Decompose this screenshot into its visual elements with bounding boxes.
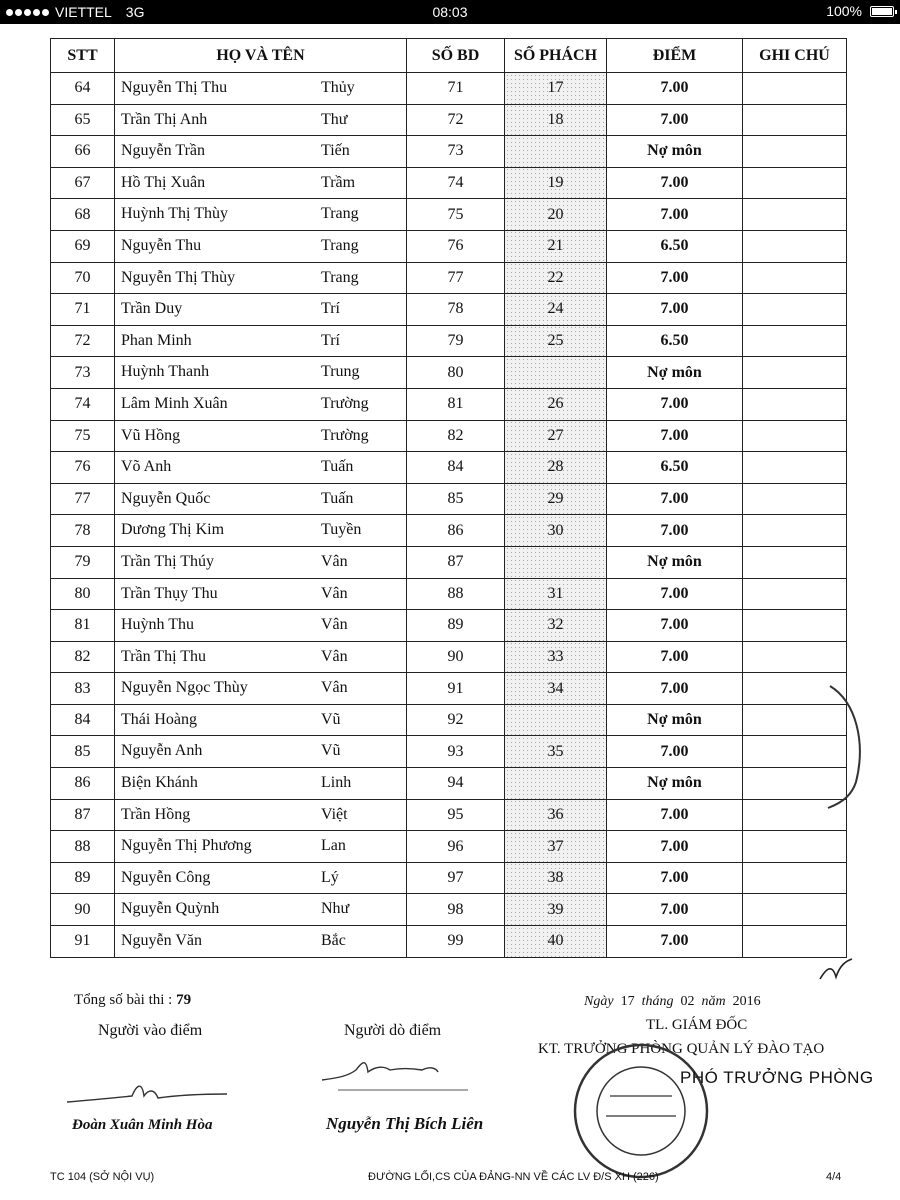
name-cell — [115, 546, 407, 578]
first-name: Bắc — [321, 932, 346, 950]
stt-cell: 68 — [51, 199, 115, 231]
so-bd-cell: 74 — [407, 167, 505, 199]
ghi-chu-cell — [743, 325, 847, 357]
so-bd-cell: 89 — [407, 610, 505, 642]
header-ghi-chu: GHI CHÚ — [743, 39, 847, 73]
name-cell — [115, 73, 407, 105]
table-row — [51, 862, 847, 894]
table-row — [51, 736, 847, 768]
diem-cell: 7.00 — [607, 420, 743, 452]
table-header-row — [51, 39, 847, 73]
diem-cell: 7.00 — [607, 578, 743, 610]
stt-cell: 84 — [51, 704, 115, 736]
name-cell — [115, 768, 407, 800]
table-row — [51, 768, 847, 800]
last-middle-name: Nguyễn Quỳnh — [121, 900, 220, 918]
first-name: Thủy — [321, 79, 355, 96]
pho-truong-phong: PHÓ TRƯỞNG PHÒNG — [680, 1068, 874, 1087]
last-middle-name: Nguyễn Thị Thùy — [121, 268, 236, 286]
last-middle-name: Nguyễn Trần — [121, 142, 206, 160]
header-stt: STT — [51, 39, 115, 73]
name-cell — [115, 230, 407, 262]
so-bd-cell: 94 — [407, 768, 505, 800]
last-middle-name: Dương Thị Kim — [121, 521, 225, 539]
diem-cell: 7.00 — [607, 167, 743, 199]
diem-cell: 7.00 — [607, 799, 743, 831]
ghi-chu-cell — [743, 926, 847, 958]
date-day: 17 — [620, 994, 635, 1009]
diem-cell: Nợ môn — [607, 357, 743, 389]
diem-cell: 7.00 — [607, 73, 743, 105]
ghi-chu-cell — [743, 230, 847, 262]
first-name: Tuyền — [321, 521, 362, 539]
margin-stamp-icon — [826, 682, 866, 812]
first-name: Tuấn — [321, 458, 354, 476]
diem-cell: 7.00 — [607, 862, 743, 894]
so-bd-cell: 87 — [407, 546, 505, 578]
last-middle-name: Nguyễn Thị Phương — [121, 837, 252, 855]
nguoi-vao-diem-label: Người vào điểm — [98, 1022, 203, 1039]
so-bd-cell: 99 — [407, 926, 505, 958]
so-bd-cell: 78 — [407, 294, 505, 326]
table-row — [51, 831, 847, 863]
name-cell — [115, 199, 407, 231]
diem-cell: 7.00 — [607, 736, 743, 768]
first-name: Thư — [321, 110, 348, 128]
ghi-chu-cell — [743, 641, 847, 673]
diem-cell: 7.00 — [607, 104, 743, 136]
stt-cell: 65 — [51, 104, 115, 136]
name-vao-diem: Đoàn Xuân Minh Hòa — [72, 1117, 213, 1133]
ghi-chu-cell — [743, 610, 847, 642]
diem-cell: 6.50 — [607, 325, 743, 357]
date-year: 2016 — [732, 994, 761, 1009]
stt-cell: 76 — [51, 452, 115, 484]
diem-cell: 7.00 — [607, 262, 743, 294]
date-ngay: Ngày — [584, 994, 614, 1009]
last-middle-name: Trần Thụy Thu — [121, 584, 218, 602]
so-phach-cell: 39 — [505, 894, 607, 926]
date-month: 02 — [680, 994, 695, 1009]
ghi-chu-cell — [743, 578, 847, 610]
first-name: Vân — [321, 647, 348, 665]
table-row — [51, 294, 847, 326]
name-cell — [115, 262, 407, 294]
so-phach-cell: 35 — [505, 736, 607, 768]
so-phach-cell: 19 — [505, 167, 607, 199]
table-row — [51, 325, 847, 357]
ghi-chu-cell — [743, 483, 847, 515]
so-bd-cell: 73 — [407, 136, 505, 168]
so-phach-cell: 34 — [505, 673, 607, 705]
table-row — [51, 673, 847, 705]
stt-cell: 75 — [51, 420, 115, 452]
first-name: Lan — [321, 837, 346, 855]
so-phach-cell: 27 — [505, 420, 607, 452]
so-phach-cell: 25 — [505, 325, 607, 357]
last-middle-name: Nguyễn Quốc — [121, 489, 211, 507]
ghi-chu-cell — [743, 894, 847, 926]
stt-cell: 66 — [51, 136, 115, 168]
first-name: Vân — [321, 679, 348, 697]
table-row — [51, 578, 847, 610]
first-name: Trường — [321, 394, 369, 412]
table-row — [51, 452, 847, 484]
so-bd-cell: 79 — [407, 325, 505, 357]
so-phach-cell: 38 — [505, 862, 607, 894]
name-cell — [115, 294, 407, 326]
last-middle-name: Trần Thị Thúy — [121, 552, 215, 570]
stt-cell: 88 — [51, 831, 115, 863]
table-row — [51, 894, 847, 926]
so-bd-cell: 90 — [407, 641, 505, 673]
last-middle-name: Huỳnh Thanh — [121, 363, 210, 381]
so-bd-cell: 72 — [407, 104, 505, 136]
table-row — [51, 483, 847, 515]
diem-cell: 7.00 — [607, 483, 743, 515]
table-row — [51, 926, 847, 958]
last-middle-name: Vũ Hồng — [121, 426, 181, 444]
total-label: Tổng số bài thi : — [74, 992, 173, 1008]
name-cell — [115, 641, 407, 673]
so-bd-cell: 80 — [407, 357, 505, 389]
tl-giam-doc: TL. GIÁM ĐỐC — [646, 1017, 748, 1033]
last-middle-name: Hồ Thị Xuân — [121, 173, 206, 191]
last-middle-name: Nguyễn Văn — [121, 932, 203, 950]
initials-mark — [816, 955, 856, 985]
ghi-chu-cell — [743, 136, 847, 168]
ghi-chu-cell — [743, 388, 847, 420]
diem-cell: 7.00 — [607, 199, 743, 231]
stt-cell: 64 — [51, 73, 115, 105]
so-bd-cell: 76 — [407, 230, 505, 262]
total-line — [74, 992, 191, 1009]
last-middle-name: Võ Anh — [121, 458, 172, 476]
so-bd-cell: 71 — [407, 73, 505, 105]
page-number: 4/4 — [826, 1171, 842, 1183]
so-bd-cell: 91 — [407, 673, 505, 705]
stt-cell: 71 — [51, 294, 115, 326]
so-phach-cell: 24 — [505, 294, 607, 326]
course-name: ĐƯỜNG LỐI,CS CỦA ĐẢNG-NN VỀ CÁC LV Đ/S XH (226) — [368, 1171, 659, 1183]
diem-cell: 7.00 — [607, 831, 743, 863]
official-stamp-icon — [566, 1036, 716, 1186]
date-thang: tháng — [641, 994, 674, 1009]
battery-percent: 100% — [826, 3, 862, 19]
kt-truong-phong: KT. TRƯỞNG PHÒNG QUẢN LÝ ĐÀO TẠO — [538, 1041, 825, 1057]
name-cell — [115, 515, 407, 547]
table-row — [51, 73, 847, 105]
so-phach-cell — [505, 136, 607, 168]
so-phach-cell: 21 — [505, 230, 607, 262]
table-row — [51, 704, 847, 736]
first-name: Vân — [321, 584, 348, 602]
name-cell — [115, 167, 407, 199]
name-cell — [115, 325, 407, 357]
first-name: Trang — [321, 268, 359, 286]
stt-cell: 87 — [51, 799, 115, 831]
table-row — [51, 388, 847, 420]
so-phach-cell: 31 — [505, 578, 607, 610]
last-middle-name: Huỳnh Thị Thùy — [121, 205, 228, 223]
name-cell — [115, 736, 407, 768]
diem-cell: 7.00 — [607, 894, 743, 926]
last-middle-name: Nguyễn Thị Thu — [121, 79, 228, 96]
first-name: Trung — [321, 363, 360, 381]
diem-cell: Nợ môn — [607, 136, 743, 168]
so-bd-cell: 81 — [407, 388, 505, 420]
stt-cell: 73 — [51, 357, 115, 389]
stt-cell: 81 — [51, 610, 115, 642]
table-row — [51, 104, 847, 136]
last-middle-name: Biện Khánh — [121, 774, 198, 792]
stt-cell: 83 — [51, 673, 115, 705]
table-row — [51, 515, 847, 547]
so-phach-cell: 22 — [505, 262, 607, 294]
so-bd-cell: 88 — [407, 578, 505, 610]
table-row — [51, 230, 847, 262]
header-diem: ĐIỂM — [607, 39, 743, 73]
so-bd-cell: 98 — [407, 894, 505, 926]
name-cell — [115, 610, 407, 642]
so-phach-cell: 37 — [505, 831, 607, 863]
so-bd-cell: 85 — [407, 483, 505, 515]
table-row — [51, 136, 847, 168]
stt-cell: 80 — [51, 578, 115, 610]
so-phach-cell: 40 — [505, 926, 607, 958]
network-type: 3G — [125, 4, 145, 20]
first-name: Vũ — [321, 710, 341, 728]
diem-cell: 7.00 — [607, 641, 743, 673]
so-phach-cell: 18 — [505, 104, 607, 136]
first-name: Trầm — [321, 173, 356, 191]
ghi-chu-cell — [743, 452, 847, 484]
header-so-phach: SỐ PHÁCH — [505, 39, 607, 73]
date-line — [584, 994, 761, 1010]
name-cell — [115, 926, 407, 958]
ghi-chu-cell — [743, 262, 847, 294]
name-cell — [115, 420, 407, 452]
stt-cell: 74 — [51, 388, 115, 420]
last-middle-name: Trần Thị Thu — [121, 647, 207, 665]
signature-vao-diem — [62, 1074, 232, 1114]
header-so-bd: SỐ BD — [407, 39, 505, 73]
name-cell — [115, 673, 407, 705]
first-name: Lý — [321, 868, 339, 886]
header-ho-va-ten: HỌ VÀ TÊN — [115, 39, 407, 73]
so-bd-cell: 93 — [407, 736, 505, 768]
diem-cell: Nợ môn — [607, 546, 743, 578]
last-middle-name: Nguyễn Ngọc Thùy — [121, 679, 248, 697]
table-row — [51, 420, 847, 452]
first-name: Trí — [321, 331, 340, 349]
name-cell — [115, 388, 407, 420]
carrier-name: VIETTEL — [55, 4, 112, 20]
table-row — [51, 199, 847, 231]
last-middle-name: Trần Thị Anh — [121, 110, 208, 128]
first-name: Tiến — [321, 142, 350, 160]
doc-code: TC 104 (SỞ NỘI VỤ) — [50, 1171, 155, 1183]
first-name: Linh — [321, 774, 352, 792]
name-cell — [115, 136, 407, 168]
name-cell — [115, 704, 407, 736]
name-cell — [115, 452, 407, 484]
so-bd-cell: 95 — [407, 799, 505, 831]
stt-cell: 67 — [51, 167, 115, 199]
first-name: Việt — [321, 805, 348, 823]
so-bd-cell: 84 — [407, 452, 505, 484]
diem-cell: Nợ môn — [607, 768, 743, 800]
first-name: Tuấn — [321, 489, 354, 507]
ghi-chu-cell — [743, 831, 847, 863]
so-phach-cell: 28 — [505, 452, 607, 484]
stt-cell: 89 — [51, 862, 115, 894]
so-phach-cell — [505, 768, 607, 800]
ghi-chu-cell — [743, 357, 847, 389]
last-middle-name: Nguyễn Anh — [121, 742, 203, 760]
table-row — [51, 357, 847, 389]
diem-cell: Nợ môn — [607, 704, 743, 736]
so-phach-cell: 20 — [505, 199, 607, 231]
last-middle-name: Thái Hoàng — [121, 710, 197, 728]
last-middle-name: Nguyễn Công — [121, 868, 211, 886]
name-cell — [115, 104, 407, 136]
total-value: 79 — [176, 992, 192, 1008]
last-middle-name: Trần Duy — [121, 300, 183, 318]
first-name: Trường — [321, 426, 369, 444]
so-phach-cell — [505, 546, 607, 578]
so-phach-cell: 33 — [505, 641, 607, 673]
table-row — [51, 546, 847, 578]
date-nam: năm — [701, 994, 726, 1009]
diem-cell: 7.00 — [607, 388, 743, 420]
name-cell — [115, 894, 407, 926]
grade-table — [50, 38, 847, 958]
diem-cell: 7.00 — [607, 673, 743, 705]
stt-cell: 85 — [51, 736, 115, 768]
last-middle-name: Phan Minh — [121, 331, 192, 349]
stt-cell: 77 — [51, 483, 115, 515]
so-phach-cell: 29 — [505, 483, 607, 515]
last-middle-name: Lâm Minh Xuân — [121, 394, 228, 412]
so-bd-cell: 77 — [407, 262, 505, 294]
name-cell — [115, 483, 407, 515]
stt-cell: 86 — [51, 768, 115, 800]
diem-cell: 6.50 — [607, 452, 743, 484]
so-phach-cell — [505, 704, 607, 736]
so-bd-cell: 92 — [407, 704, 505, 736]
so-phach-cell: 36 — [505, 799, 607, 831]
first-name: Trang — [321, 236, 359, 254]
ghi-chu-cell — [743, 199, 847, 231]
name-cell — [115, 831, 407, 863]
name-cell — [115, 862, 407, 894]
name-do-diem: Nguyễn Thị Bích Liên — [326, 1114, 484, 1133]
last-middle-name: Nguyễn Thu — [121, 236, 202, 254]
ghi-chu-cell — [743, 515, 847, 547]
so-phach-cell: 26 — [505, 388, 607, 420]
ghi-chu-cell — [743, 546, 847, 578]
table-row — [51, 799, 847, 831]
first-name: Vân — [321, 616, 348, 634]
nguoi-do-diem-label: Người dò điểm — [344, 1022, 442, 1039]
so-bd-cell: 96 — [407, 831, 505, 863]
diem-cell: 7.00 — [607, 610, 743, 642]
name-cell — [115, 357, 407, 389]
stt-cell: 90 — [51, 894, 115, 926]
name-cell — [115, 799, 407, 831]
ghi-chu-cell — [743, 73, 847, 105]
ghi-chu-cell — [743, 862, 847, 894]
name-cell — [115, 578, 407, 610]
first-name: Trí — [321, 300, 340, 318]
status-right — [826, 3, 894, 19]
stt-cell: 70 — [51, 262, 115, 294]
table-row — [51, 610, 847, 642]
status-bar — [0, 0, 900, 24]
stt-cell: 72 — [51, 325, 115, 357]
stt-cell: 69 — [51, 230, 115, 262]
so-bd-cell: 82 — [407, 420, 505, 452]
ghi-chu-cell — [743, 294, 847, 326]
so-bd-cell: 97 — [407, 862, 505, 894]
stt-cell: 91 — [51, 926, 115, 958]
clock: 08:03 — [432, 4, 468, 20]
so-phach-cell: 32 — [505, 610, 607, 642]
diem-cell: 6.50 — [607, 230, 743, 262]
table-row — [51, 641, 847, 673]
ghi-chu-cell — [743, 420, 847, 452]
ghi-chu-cell — [743, 167, 847, 199]
stt-cell: 79 — [51, 546, 115, 578]
last-middle-name: Huỳnh Thu — [121, 616, 195, 634]
signature-do-diem — [318, 1050, 478, 1095]
table-row — [51, 262, 847, 294]
first-name: Vũ — [321, 742, 341, 760]
first-name: Vân — [321, 552, 348, 570]
table-row — [51, 167, 847, 199]
table-body — [51, 73, 847, 958]
diem-cell: 7.00 — [607, 294, 743, 326]
stt-cell: 82 — [51, 641, 115, 673]
first-name: Như — [321, 900, 350, 918]
diem-cell: 7.00 — [607, 515, 743, 547]
so-phach-cell: 17 — [505, 73, 607, 105]
stt-cell: 78 — [51, 515, 115, 547]
last-middle-name: Trần Hồng — [121, 805, 191, 823]
so-bd-cell: 86 — [407, 515, 505, 547]
first-name: Trang — [321, 205, 359, 223]
so-bd-cell: 75 — [407, 199, 505, 231]
so-phach-cell — [505, 357, 607, 389]
ghi-chu-cell — [743, 104, 847, 136]
battery-icon — [870, 6, 894, 17]
so-phach-cell: 30 — [505, 515, 607, 547]
diem-cell: 7.00 — [607, 926, 743, 958]
